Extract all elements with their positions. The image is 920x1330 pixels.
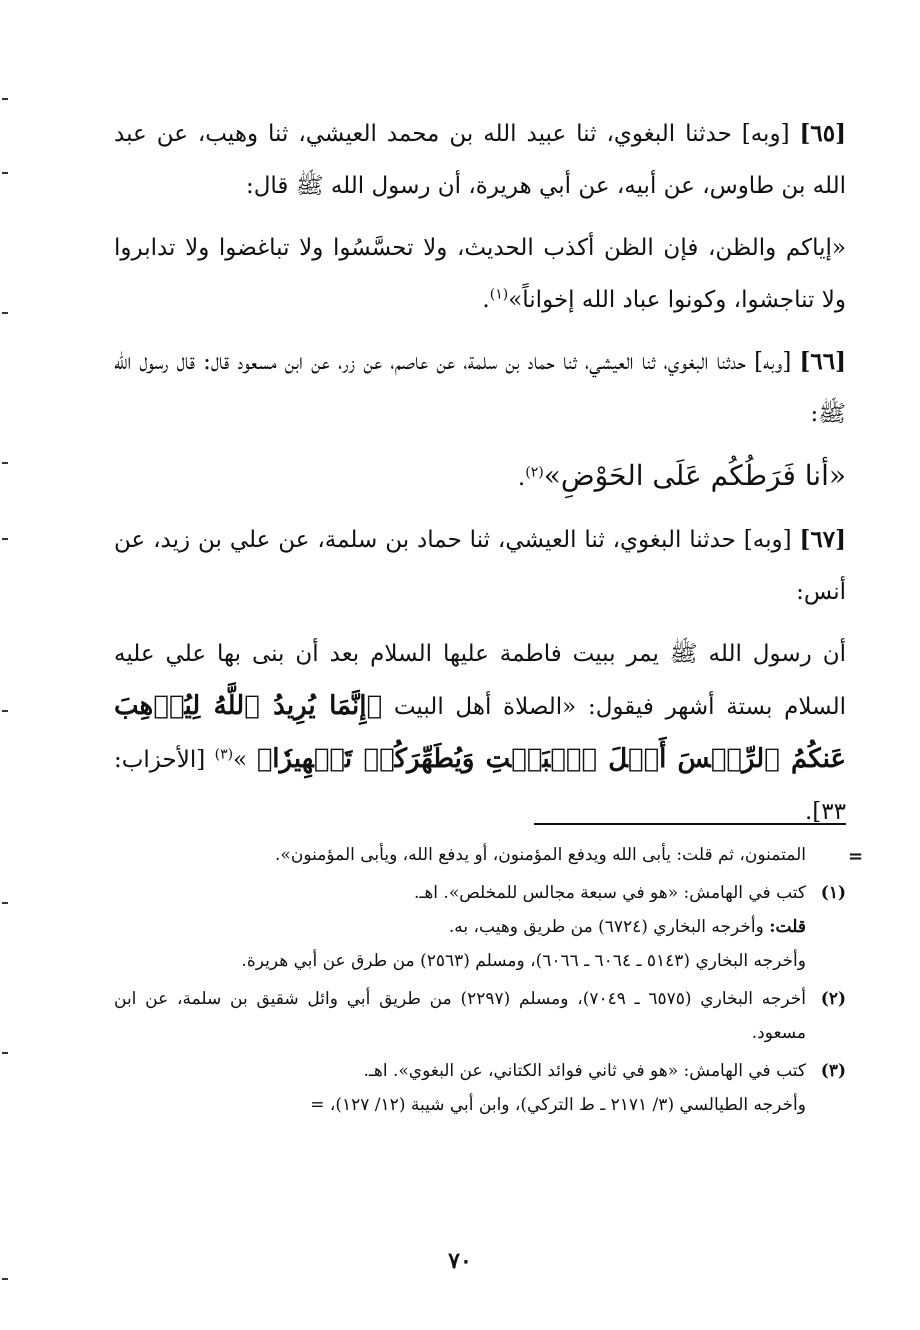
isnad-text: [وبه] حدثنا البغوي، ثنا عبيد الله بن محمد العيشي، ثنا وهيب، عن عبد الله بن طاوس، عن أبيه، عن أبي هريرة، أن رسول الله ﷺ قال:: [114, 121, 846, 199]
footnote-marker: (١): [820, 883, 846, 903]
footnote-marker: (٣): [820, 1061, 846, 1081]
footnote-separator: [534, 823, 846, 825]
footnote-continuation-text: المتمنون، ثم قلت: يأبى الله ويدفع المؤمنون، أو يدفع الله، ويأبى المؤمنون».: [275, 845, 806, 865]
matn-end: .: [517, 465, 526, 491]
isnad-text: [وبه] حدثنا البغوي، ثنا العيشي، ثنا حماد بن سلمة، عن علي بن زيد، عن أنس:: [114, 527, 846, 605]
hadith-67-isnad: [114, 514, 846, 618]
footnote-ref: (٢): [525, 464, 544, 481]
footnote-ref: (١): [489, 286, 509, 303]
matn-text: «أنا فَرَطُكُم عَلَى الحَوْضِ»: [543, 459, 846, 492]
footnote-line-text: أخرجه البخاري (٦٥٧٥ ـ ٧٠٤٩)، ومسلم (٢٢٩٧) من طريق أبي وائل شقيق بن سلمة، عن ابن مسعود.: [114, 989, 806, 1043]
margin-tick: [2, 172, 8, 174]
margin-tick: [2, 98, 8, 100]
matn-post: »: [233, 747, 248, 773]
main-text: [114, 108, 846, 848]
footnote-line-text: كتب في الهامش: «هو في ثاني فوائد الكتاني، عن البغوي». اهـ.: [363, 1061, 806, 1081]
margin-tick: [2, 312, 8, 314]
hadith-66-isnad: [114, 336, 846, 440]
footnote-bold-prefix: قلت:: [769, 917, 806, 937]
hadith-65-isnad: [114, 108, 846, 212]
footnote-item: [114, 982, 846, 1050]
footnote-body: [114, 982, 806, 1050]
matn-text: «إياكم والظن، فإن الظن أكذب الحديث، ولا تحسَّسُوا ولا تباغضوا ولا تدابروا ولا تناجشوا، وكونوا عباد الله إخواناً»: [114, 235, 846, 313]
footnote-line: [114, 944, 806, 978]
hadith-number: [٦٥]: [799, 120, 847, 147]
footnote-continuation: [114, 838, 846, 872]
footnote-line-text: كتب في الهامش: «هو في سبعة مجالس للمخلص». اهـ.: [413, 883, 806, 903]
page-number: ٧٠: [448, 1248, 472, 1274]
footnote-item: [114, 876, 846, 978]
matn-end: .: [482, 287, 490, 313]
hadith-number: [٦٦]: [799, 348, 846, 375]
isnad-text: [وبه] حدثنا البغوي، ثنا العيشي، ثنا حماد بن سلمة، عن عاصم، عن زر، عن ابن مسعود قال: قال رسول الله ﷺ:: [114, 349, 846, 427]
hadith-number: [٦٧]: [799, 526, 846, 553]
hadith-65-matn: [114, 222, 846, 326]
hadith-66-matn: [114, 450, 846, 504]
matn-pre: أن رسول الله ﷺ يمر ببيت فاطمة عليها السلام بعد أن بنى بها علي عليه السلام بستة أشهر فيقول: «الصلاة أهل البيت: [114, 641, 847, 720]
footnote-line: [114, 1088, 806, 1122]
hadith-67-matn: [114, 628, 846, 838]
quran-verse: ﴿إِنَّمَا يُرِيدُ ٱللَّهُ لِيُذۡهِبَ عَنكُمُ ٱلرِّجۡسَ أَهۡلَ ٱلۡبَيۡتِ وَيُطَهِّرَكُمۡ تَطۡهِيرٗا﴾: [114, 691, 847, 774]
margin-tick: [2, 462, 8, 464]
footnote-line: [114, 982, 806, 1050]
footnote-ref: (٣): [214, 746, 234, 763]
margin-tick: [2, 902, 8, 904]
footnote-line-text: وأخرجه الطيالسي (٣/ ٢١٧١ ـ ط التركي)، وابن أبي شيبة (١٢/ ١٢٧)،: [329, 1095, 806, 1115]
margin-tick: [2, 710, 8, 712]
footnote-marker: (٢): [820, 989, 846, 1009]
footnote-body: [114, 876, 806, 978]
footnote-body: [114, 1054, 806, 1122]
footnote-end-mark: =: [310, 1095, 325, 1115]
footnote-line: [114, 1054, 806, 1088]
footnote-line: [114, 876, 806, 910]
footnotes: [114, 838, 846, 1126]
margin-tick: [2, 538, 8, 540]
footnote-line-text: وأخرجه البخاري (٦٧٢٤) من طريق وهيب، به.: [448, 917, 770, 937]
footnote-item: [114, 1054, 846, 1122]
margin-tick: [2, 1278, 8, 1280]
footnote-line: [114, 910, 806, 944]
continuation-mark: =: [848, 846, 864, 867]
footnote-marker-spacer: [806, 838, 846, 872]
footnote-line-text: وأخرجه البخاري (٥١٤٣ ـ ٦٠٦٤ ـ ٦٠٦٦)، ومسلم (٢٥٦٣) من طرق عن أبي هريرة.: [241, 951, 806, 971]
quran-citation: [الأحزاب: ٣٣].: [114, 747, 846, 825]
margin-tick: [2, 1052, 8, 1054]
